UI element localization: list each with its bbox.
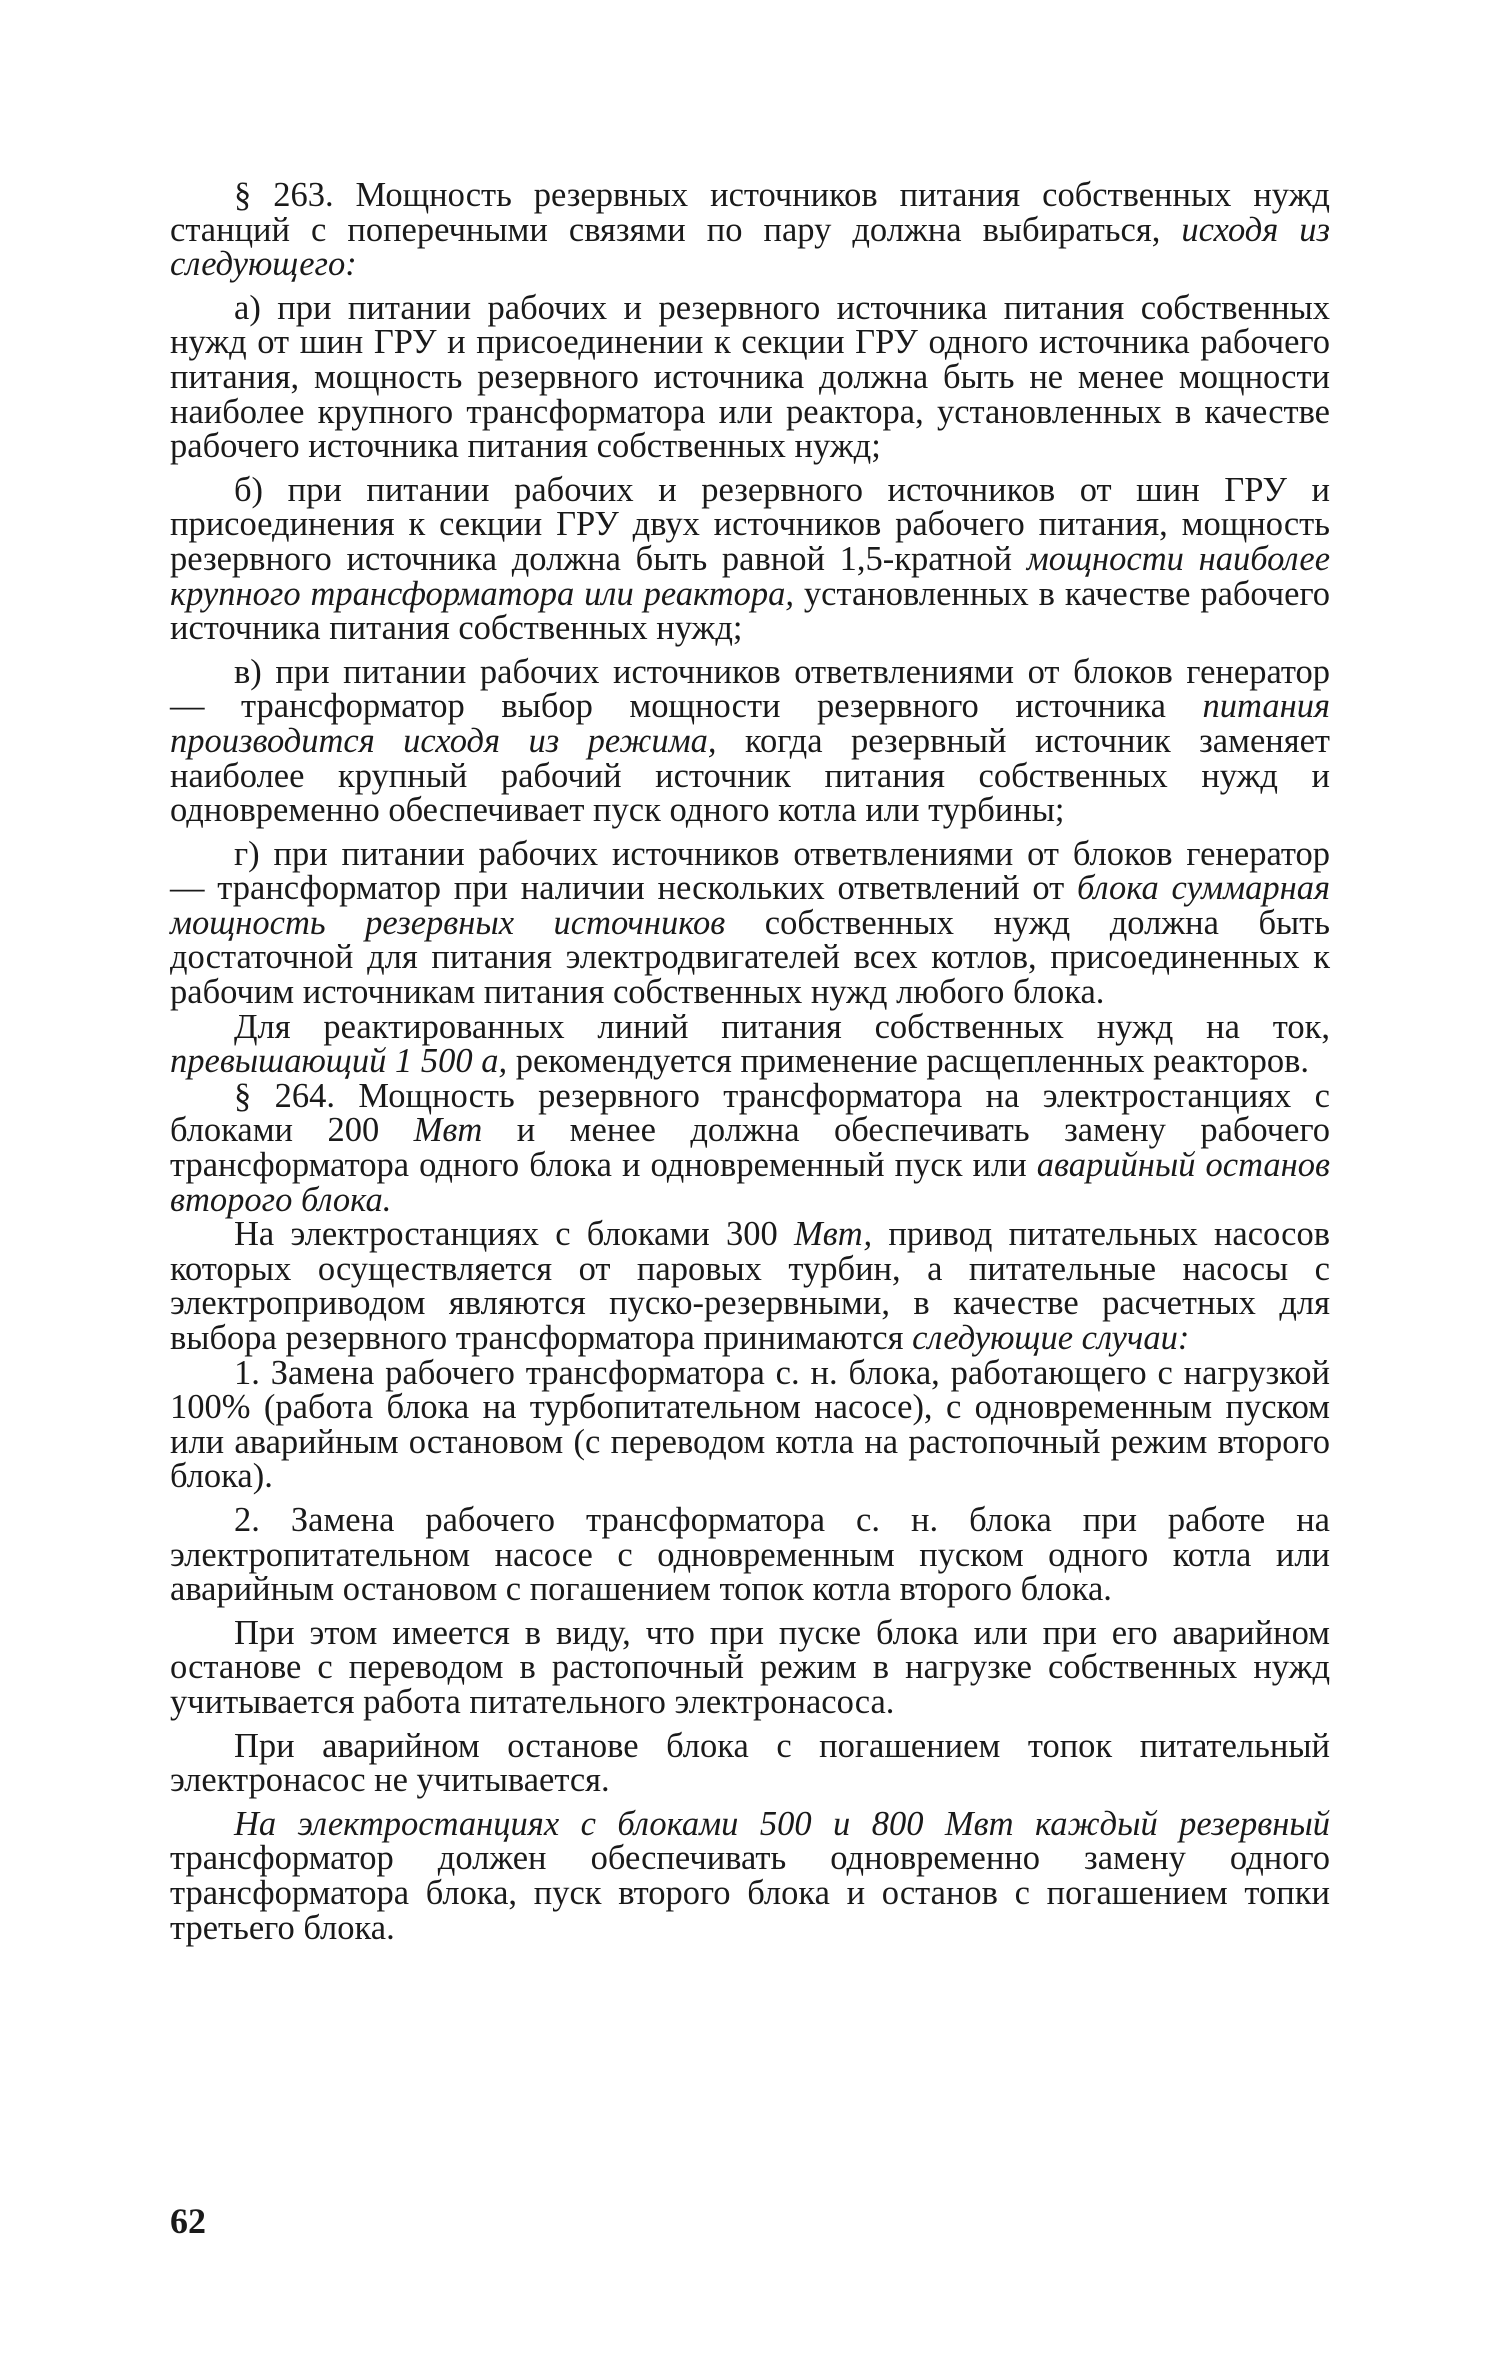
paragraph-263-intro: § 263. Мощность резервных источников питания собственных нужд станций с поперечными связями по пару должна выбираться, исходя из следующего: — [170, 176, 1331, 284]
paragraph-263-b: б) при питании рабочих и резервного источников от шин ГРУ и присоединения к секции ГРУ двух источников рабочего питания, мощность резервного источника должна быть равной 1,5-кратной мощности наиболее крупного трансформатора или реактора, установленных в качестве рабочего источника питания собственных нужд; — [170, 470, 1331, 648]
paragraph-264-note-1: При этом имеется в виду, что при пуске блока или при его аварийном останове с переводом в растопочный режим в нагрузке собственных нужд учитывается работа питательного электронасоса. — [170, 1613, 1330, 1721]
page-body — [170, 178, 1330, 1945]
paragraph-264-300mw: На электростанциях с блоками 300 Мвт, привод питательных насосов которых осуществляется от паровых турбин, а питательные насосы с электроприводом являются пуско-резервными, в качестве расчетных для выбора резервного трансформатора принимаются следующие случаи: — [170, 1215, 1331, 1357]
paragraph-264-case-1: 1. Замена рабочего трансформатора с. н. блока, работающего с нагрузкой 100% (работа блока на турбопитательном насосе), с одновременным пуском или аварийным остановом (с переводом котла на растопочный режим второго блока). — [170, 1353, 1330, 1496]
paragraph-264-case-2: 2. Замена рабочего трансформатора с. н. блока при работе на электропитательном насосе с одновременным пуском одного котла или аварийным остановом с погашением топок котла второго блока. — [170, 1500, 1330, 1609]
paragraph-263-v: в) при питании рабочих источников ответвлениями от блоков генератор — трансформатор выбор мощности резервного источника питания производится исходя из режима, когда резервный источник заменяет наиболее крупный рабочий источник питания собственных нужд и одновременно обеспечивает пуск одного котла или турбины; — [170, 652, 1330, 830]
paragraph-263-a: а) при питании рабочих и резервного источника питания собственных нужд от шин ГРУ и присоединении к секции ГРУ одного источника рабочего питания, мощность резервного источника должна быть не менее мощности наиболее крупного трансформатора или реактора, установленных в качестве рабочего источника питания собственных нужд; — [170, 288, 1330, 466]
paragraph-264-note-2: При аварийном останове блока с погашением топок питательный электронасос не учитывается. — [170, 1726, 1330, 1800]
paragraph-reactor-lines: Для реактированных линий питания собственных нужд на ток, превышающий 1 500 а, рекомендуется применение расщепленных реакторов. — [170, 1007, 1330, 1081]
paragraph-263-g: г) при питании рабочих источников ответвлениями от блоков генератор — трансформатор при наличии нескольких ответвлений от блока суммарная мощность резервных источников собственных нужд должна быть достаточной для питания электродвигателей всех котлов, присоединенных к рабочим источникам питания собственных нужд любого блока. — [170, 834, 1331, 1012]
paragraph-264-intro: § 264. Мощность резервного трансформатора на электростанциях с блоками 200 Мвт и менее должна обеспечивать замену рабочего трансформатора одного блока и одновременный пуск или аварийный останов второго блока. — [170, 1076, 1331, 1219]
paragraph-264-500mw: На электростанциях с блоками 500 и 800 Мвт каждый резервный трансформатор должен обеспечивать одновременно замену одного трансформатора блока, пуск второго блока и останов с погашением топки третьего блока. — [170, 1804, 1330, 1947]
page-number: 62 — [170, 2201, 206, 2241]
